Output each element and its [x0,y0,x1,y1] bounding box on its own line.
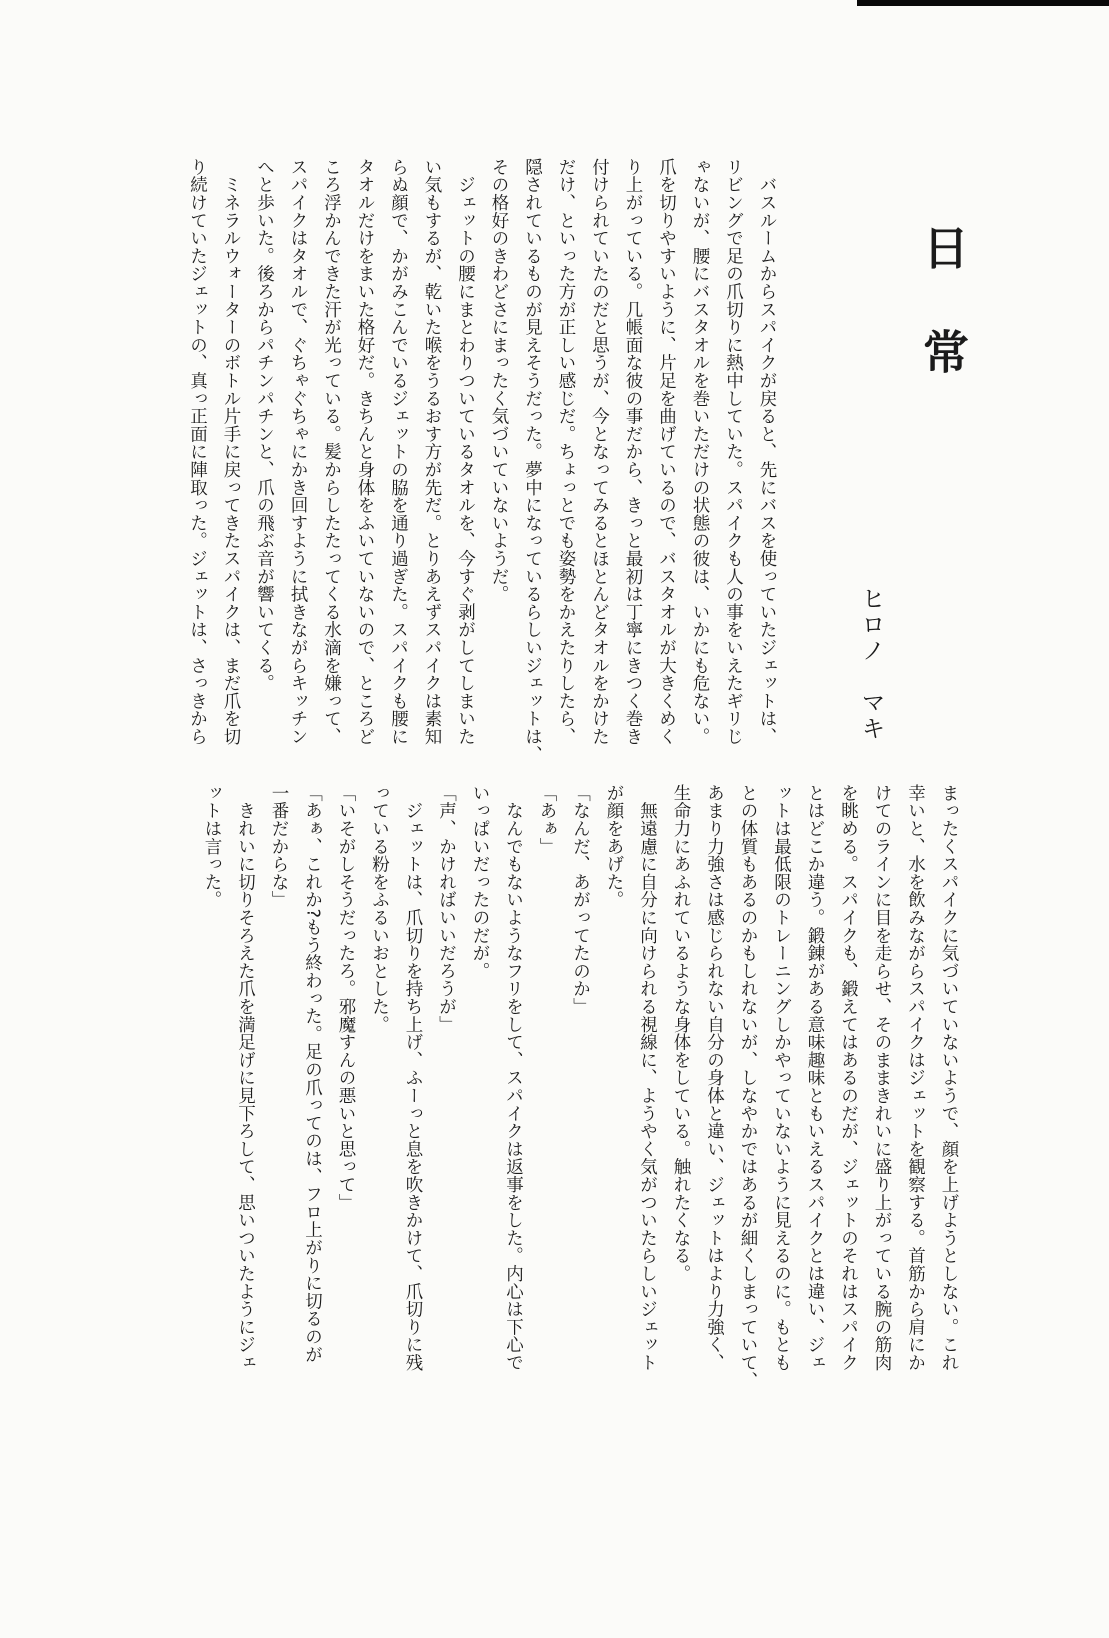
text-column: 無遠慮に自分に向けられる視線に、ようやく気がついたらしいジェット [637,784,658,1372]
text-column: 「なんだ、あがってたのか」 [570,784,591,1016]
page-title: 日常 [916,224,970,432]
text-column: ジェットは、爪切りを持ち上げ、ふーっと息を吹きかけて、爪切りに残 [403,784,423,1372]
text-column: いっぱいだったのだが。 [470,784,490,980]
text-column: スパイクはタオルで、ぐちゃぐちゃにかき回すように拭きながらキッチン [288,158,308,746]
text-column: なんでもないようなフリをして、スパイクは返事をした。内心は下心で [503,784,524,1372]
text-column: ットは言った。 [202,784,222,909]
text-column: い気もするが、乾いた喉をうるおす方が先だ。とりあえずスパイクは素知 [422,158,442,746]
text-column: あまり力強さは感じられない自分の身体と違い、ジェットはより力強く、 [704,784,725,1372]
text-column: ジェットの腰にまとわりついているタオルを、今すぐ剥がしてしまいた [455,158,476,746]
text-column: らぬ顔で、かがみこんでいるジェットの脇を通り過ぎた。スパイクも腰に [388,158,409,746]
text-column: 「あぁ」 [537,784,557,856]
scan-edge-bar [857,0,1109,6]
text-column: リビングで足の爪切りに熱中していた。スパイクも人の事をいえたギリじ [723,158,744,746]
text-column: まったくスパイクに気づいていないようで、顔を上げようとしない。これ [939,784,959,1372]
text-column: っている粉をふるいおとした。 [369,784,390,1034]
text-column: ミネラルウォーターのボトル片手に戻ってきたスパイクは、まだ爪を切 [221,158,241,746]
text-column: その格好のきわどさにまったく気づいていないようだ。 [489,158,509,603]
text-column: とはどこか違う。鍛錬がある意味趣味ともいえるスパイクとは違い、ジェ [805,784,825,1372]
text-column: ころ浮かんできた汗が光っている。髪からしたたってくる水滴を嫌って、 [321,158,342,746]
text-column: 一番だからな」 [269,784,289,909]
story-text-bottom [195,784,966,1396]
text-column: タオルだけをまいた格好だ。きちんと身体をふいていないので、ところど [355,158,375,746]
text-column: 付けられていたのだと思うが、今となってみるとほとんどタオルをかけた [589,158,610,746]
text-column: ゃないが、腰にバスタオルを巻いただけの状態の彼は、いかにも危ない。 [690,158,710,746]
author-name: ヒロノ マキ [857,586,885,742]
text-column: バスルームからスパイクが戻ると、先にバスを使っていたジェットは、 [757,158,777,746]
text-column: 隠されているものが見えそうだった。夢中になっているらしいジェットは、 [522,158,543,764]
text-column: だけ、といった方が正しい感じだ。ちょっとでも姿勢をかえたりしたら、 [556,158,576,746]
text-column: へと歩いた。後ろからパチンパチンと、爪の飛ぶ音が響いてくる。 [254,158,275,692]
text-column: ットは最低限のトレーニングしかやっていないように見えるのに。もとも [771,784,792,1372]
text-column: り続けていたジェットの、真っ正面に陣取った。ジェットは、さっきから [187,158,208,746]
text-column: を眺める。スパイクも、鍛えてはあるのだが、ジェットのそれはスパイク [838,784,859,1372]
text-column: 幸いと、水を飲みながらスパイクはジェットを観察する。首筋から肩にか [905,784,926,1372]
text-column: り上がっている。几帳面な彼の事だから、きっと最初は丁寧にきつく巻き [623,158,643,746]
text-column: との体質もあるのかもしれないが、しなやかではあるが細くしまっていて、 [738,784,758,1390]
text-column: 「あぁ、これか?もう終わった。足の爪ってのは、フロ上がりに切るのが [302,784,323,1364]
text-column: 「いそがしそうだったろ。邪魔すんの悪いと思って」 [336,784,356,1212]
story-text-top [180,158,783,766]
text-column: けてのラインに目を走らせ、そのままきれいに盛り上がっている腕の筋肉 [872,784,892,1372]
text-column: きれいに切りそろえた爪を満足げに見下ろして、思いついたようにジェ [235,784,256,1372]
text-column: が顔をあげた。 [604,784,624,909]
text-column: 「声、かければいいだろうが」 [436,784,457,1034]
text-column: 爪を切りやすいように、片足を曲げているので、バスタオルが大きくめく [656,158,677,746]
text-column: 生命力にあふれているような身体をしている。触れたくなる。 [671,784,691,1283]
